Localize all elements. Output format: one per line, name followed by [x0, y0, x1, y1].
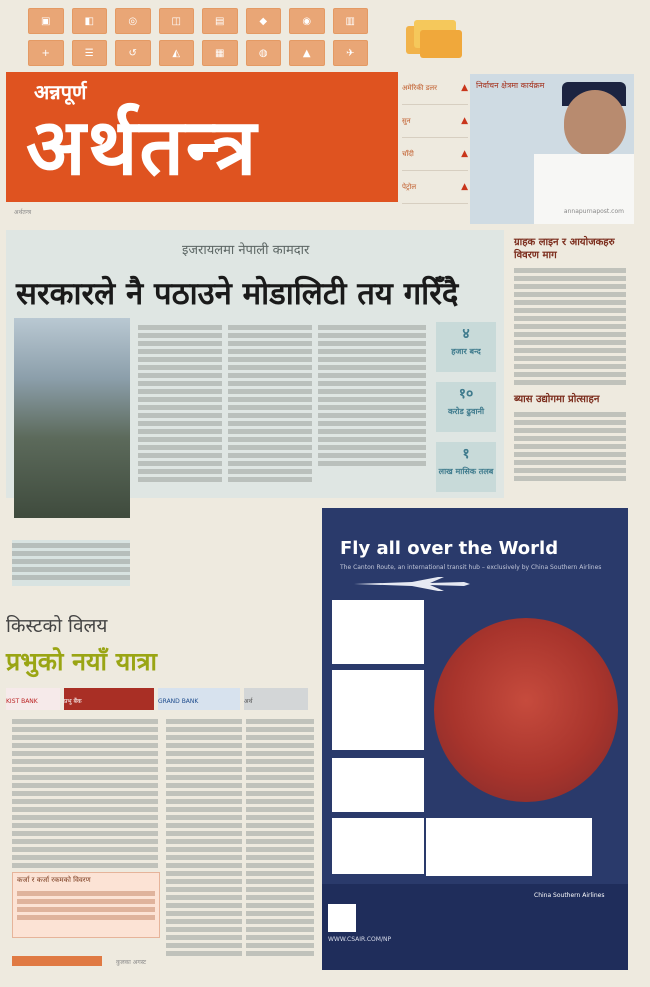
fact-value: १	[462, 446, 470, 462]
lead-story	[6, 230, 504, 498]
fare-table	[426, 818, 592, 876]
bank-logo: अर्थ	[244, 688, 308, 710]
schedule-table	[332, 600, 424, 664]
story-kicker: इजरायलमा नेपाली कामदार	[182, 243, 310, 258]
nav-icon[interactable]: ◧	[72, 8, 108, 34]
nav-icon[interactable]: ◫	[159, 8, 195, 34]
schedule-table	[332, 758, 424, 812]
market-label: चाँदी	[402, 149, 414, 158]
nav-icon[interactable]: ▦	[202, 40, 238, 66]
icon-strip	[28, 8, 368, 70]
schedule-table	[332, 670, 424, 750]
umbrella-image	[434, 618, 618, 802]
fact-box	[436, 442, 496, 492]
nav-icon[interactable]: ◍	[246, 40, 282, 66]
market-label: सुन	[402, 116, 411, 125]
text-column	[228, 322, 312, 502]
masthead-title: अर्थतन्त्र	[26, 103, 259, 193]
nav-icon[interactable]: ✈	[333, 40, 369, 66]
ad-brand: China Southern Airlines	[534, 892, 605, 899]
nav-icon[interactable]: ▥	[333, 8, 369, 34]
nav-icon[interactable]: ▣	[28, 8, 64, 34]
sidebar-story	[514, 236, 626, 494]
nav-icon[interactable]: ◉	[289, 8, 325, 34]
ad-subtitle: The Canton Route, an international transit hub – exclusively by China Southern Airlines	[340, 564, 602, 571]
secondary-story	[6, 612, 318, 952]
loan-table	[12, 872, 160, 938]
fact-label: करोड ढुवानी	[447, 407, 485, 416]
ad-title: Fly all over the World	[340, 538, 559, 559]
footer-label: कुलका अगस्ट	[116, 959, 147, 966]
nav-icon[interactable]: +	[28, 40, 64, 66]
fact-box	[436, 322, 496, 372]
nav-icon[interactable]: ▤	[202, 8, 238, 34]
masthead	[6, 72, 398, 202]
fact-label: हजार बन्द	[451, 347, 481, 356]
market-panel	[402, 72, 468, 208]
bank-logo: GRAND BANK	[158, 688, 240, 710]
bank-logo: KIST BANK	[6, 688, 60, 710]
fact-value: १०	[458, 386, 474, 402]
ad-website[interactable]: WWW.CSAIR.COM/NP	[328, 936, 392, 943]
fact-value: ४	[462, 326, 470, 342]
up-arrow-icon: ▲	[461, 182, 468, 192]
text-column	[318, 322, 426, 502]
fact-label: लाख मासिक तलब	[438, 467, 494, 476]
photo-caption	[12, 540, 130, 586]
card-promo	[402, 14, 620, 66]
qr-code	[328, 904, 356, 932]
bank-logos	[6, 688, 318, 710]
sidebar-section: ब्यास उद्योगमा प्रोत्साहन	[514, 394, 600, 405]
table-title: कर्जा र कर्जा रकमको विवरण	[17, 876, 91, 884]
up-arrow-icon: ▲	[461, 116, 468, 126]
page-footer	[6, 954, 626, 974]
footer-bar	[12, 956, 102, 966]
promo-heading: निर्वाचन क्षेत्रमा कार्यक्रम	[476, 81, 545, 90]
market-label: अमेरिकी डलर	[402, 83, 437, 92]
airline-ad	[322, 508, 628, 970]
masthead-small: अन्नपूर्ण	[34, 80, 87, 104]
nav-icon[interactable]: ▲	[289, 40, 325, 66]
nav-icon[interactable]: ◎	[115, 8, 151, 34]
market-label: पेट्रोल	[402, 182, 417, 191]
up-arrow-icon: ▲	[461, 149, 468, 159]
up-arrow-icon: ▲	[461, 83, 468, 93]
sidebar-title: ग्राहक लाइन र आयोजकहरु विवरण माग	[514, 237, 615, 261]
secondary-headline: प्रभुको नयाँ यात्रा	[6, 647, 157, 676]
bank-logo: प्रभु बैंक	[64, 688, 154, 710]
dateline: अर्थतन्त्र annapurnapost.com	[14, 208, 624, 216]
portrait	[564, 90, 626, 156]
text-column	[138, 322, 222, 502]
nav-icon[interactable]: ◆	[246, 8, 282, 34]
plane-icon	[352, 576, 472, 592]
schedule-table	[332, 818, 424, 874]
nav-icon[interactable]: ↺	[115, 40, 151, 66]
fact-box	[436, 382, 496, 432]
fact-boxes	[436, 322, 496, 502]
nav-icon[interactable]: ◭	[159, 40, 195, 66]
story-headline: सरकारले नै पठाउने मोडालिटी तय गरिँदै	[16, 276, 459, 312]
nav-icon[interactable]: ☰	[72, 40, 108, 66]
promo-panel	[470, 74, 634, 224]
story-photo	[14, 318, 130, 518]
secondary-kicker: किस्टको विलय	[6, 615, 108, 637]
